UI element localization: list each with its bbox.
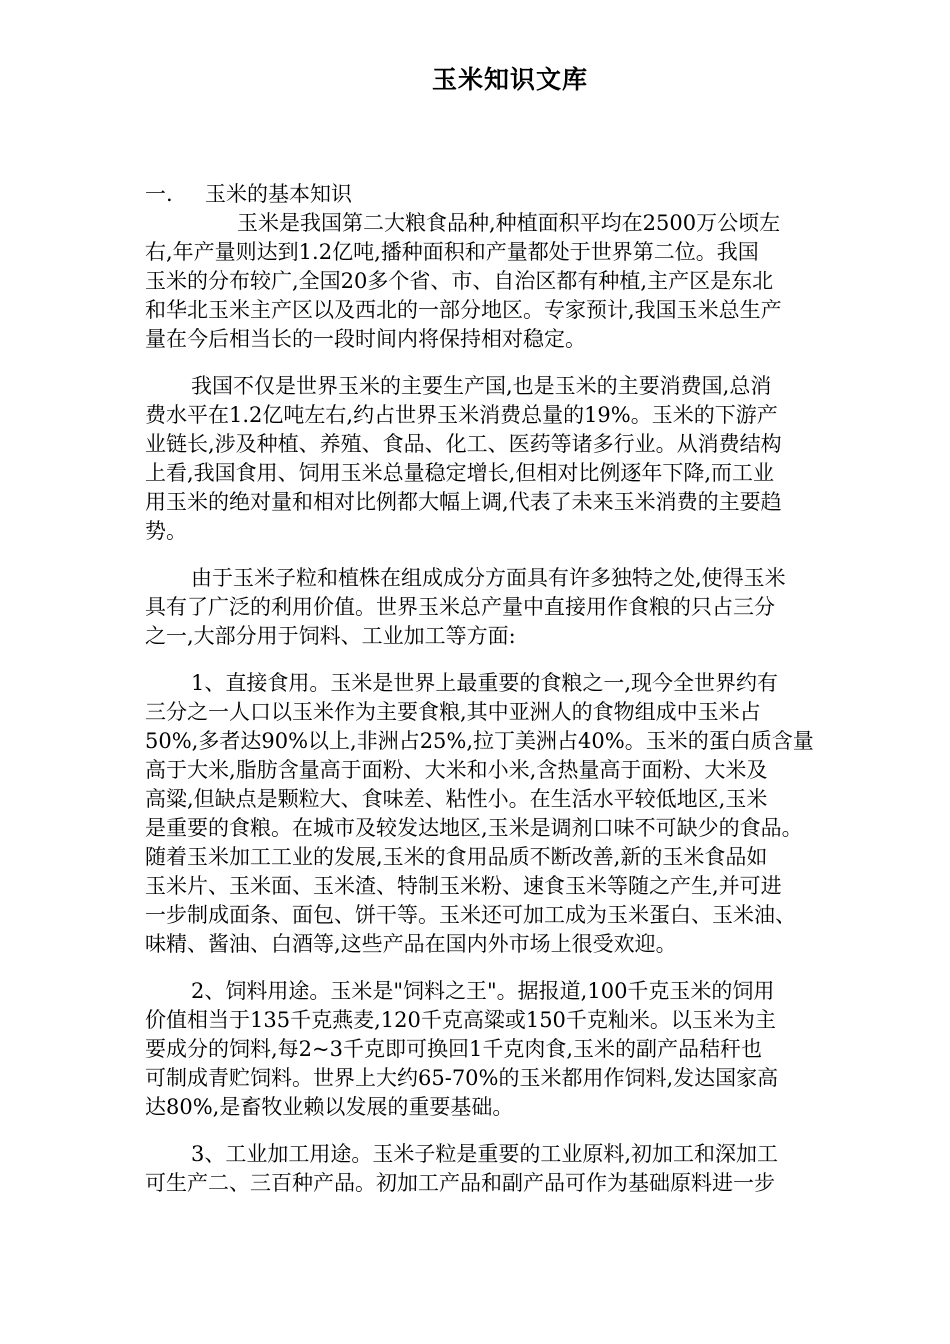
paragraph-line: 三分之一人口以玉米作为主要食粮,其中亚洲人的食物组成中玉米占 bbox=[145, 700, 761, 724]
paragraph-line: 价值相当于135千克燕麦,120千克高粱或150千克籼米。以玉米为主 bbox=[145, 1008, 776, 1032]
paragraph-line: 达80%,是畜牧业赖以发展的重要基础。 bbox=[145, 1095, 514, 1119]
paragraph-line: 势。 bbox=[145, 519, 187, 543]
paragraph-line: 3、工业加工用途。玉米子粒是重要的工业原料,初加工和深加工 bbox=[191, 1142, 779, 1166]
paragraph-line: 是重要的食粮。在城市及较发达地区,玉米是调剂口味不可缺少的食品。 bbox=[145, 816, 803, 840]
paragraph-line: 和华北玉米主产区以及西北的一部分地区。专家预计,我国玉米总生产 bbox=[145, 298, 782, 322]
paragraph-line: 味精、酱油、白酒等,这些产品在国内外市场上很受欢迎。 bbox=[145, 932, 677, 956]
document-body bbox=[145, 180, 890, 1198]
paragraph-line: 可生产二、三百种产品。初加工产品和副产品可作为基础原料进一步 bbox=[145, 1171, 775, 1195]
paragraph-line: 我国不仅是世界玉米的主要生产国,也是玉米的主要消费国,总消 bbox=[191, 374, 772, 398]
document-title: 玉米知识文库 bbox=[431, 65, 588, 94]
paragraph-line: 具有了广泛的利用价值。世界玉米总产量中直接用作食粮的只占三分 bbox=[145, 595, 775, 619]
section-heading-text: 玉米的基本知识 bbox=[205, 182, 352, 206]
paragraph-line: 用玉米的绝对量和相对比例都大幅上调,代表了未来玉米消费的主要趋 bbox=[145, 490, 782, 514]
paragraph bbox=[145, 977, 890, 1122]
paragraph-line: 高粱,但缺点是颗粒大、食味差、粘性小。在生活水平较低地区,玉米 bbox=[145, 787, 768, 811]
paragraph-line: 玉米是我国第二大粮食品种,种植面积平均在2500万公顷左 bbox=[237, 211, 781, 235]
paragraph-line: 费水平在1.2亿吨左右,约占世界玉米消费总量的19%。玉米的下游产 bbox=[145, 403, 778, 427]
paragraph bbox=[145, 1140, 890, 1198]
paragraph-line: 右,年产量则达到1.2亿吨,播种面积和产量都处于世界第二位。我国 bbox=[145, 240, 759, 264]
paragraph-line: 玉米片、玉米面、玉米渣、特制玉米粉、速食玉米等随之产生,并可进 bbox=[145, 874, 782, 898]
paragraph-line: 50%,多者达90%以上,非洲占25%,拉丁美洲占40%。玉米的蛋白质含量 bbox=[145, 729, 814, 753]
paragraph-line: 上看,我国食用、饲用玉米总量稳定增长,但相对比例逐年下降,而工业 bbox=[145, 461, 775, 485]
paragraph-line: 由于玉米子粒和植株在组成成分方面具有许多独特之处,使得玉米 bbox=[191, 566, 786, 590]
section-number: 一. bbox=[145, 182, 173, 206]
paragraph-line: 业链长,涉及种植、养殖、食品、化工、医药等诸多行业。从消费结构 bbox=[145, 432, 782, 456]
paragraph-line: 可制成青贮饲料。世界上大约65-70%的玉米都用作饲料,发达国家高 bbox=[145, 1066, 779, 1090]
paragraph bbox=[145, 564, 890, 651]
paragraph-line: 要成分的饲料,每2~3千克即可换回1千克肉食,玉米的副产品秸秆也 bbox=[145, 1037, 763, 1061]
paragraph-line: 2、饲料用途。玉米是"饲料之王"。据报道,100千克玉米的饲用 bbox=[191, 979, 775, 1003]
paragraph-line: 之一,大部分用于饲料、工业加工等方面: bbox=[145, 624, 516, 648]
paragraph-line: 玉米的分布较广,全国20多个省、市、自治区都有种植,主产区是东北 bbox=[145, 269, 774, 293]
paragraph bbox=[145, 209, 890, 354]
paragraph-line: 一步制成面条、面包、饼干等。玉米还可加工成为玉米蛋白、玉米油、 bbox=[145, 903, 796, 927]
paragraph-line: 随着玉米加工工业的发展,玉米的食用品质不断改善,新的玉米食品如 bbox=[145, 845, 768, 869]
paragraph-line: 高于大米,脂肪含量高于面粉、大米和小米,含热量高于面粉、大米及 bbox=[145, 758, 768, 782]
paragraph bbox=[145, 669, 890, 959]
paragraph bbox=[145, 372, 890, 546]
paragraph-line: 量在今后相当长的一段时间内将保持相对稳定。 bbox=[145, 327, 586, 351]
paragraph-line: 1、直接食用。玉米是世界上最重要的食粮之一,现今全世界约有 bbox=[191, 671, 779, 695]
section-heading bbox=[145, 180, 890, 209]
